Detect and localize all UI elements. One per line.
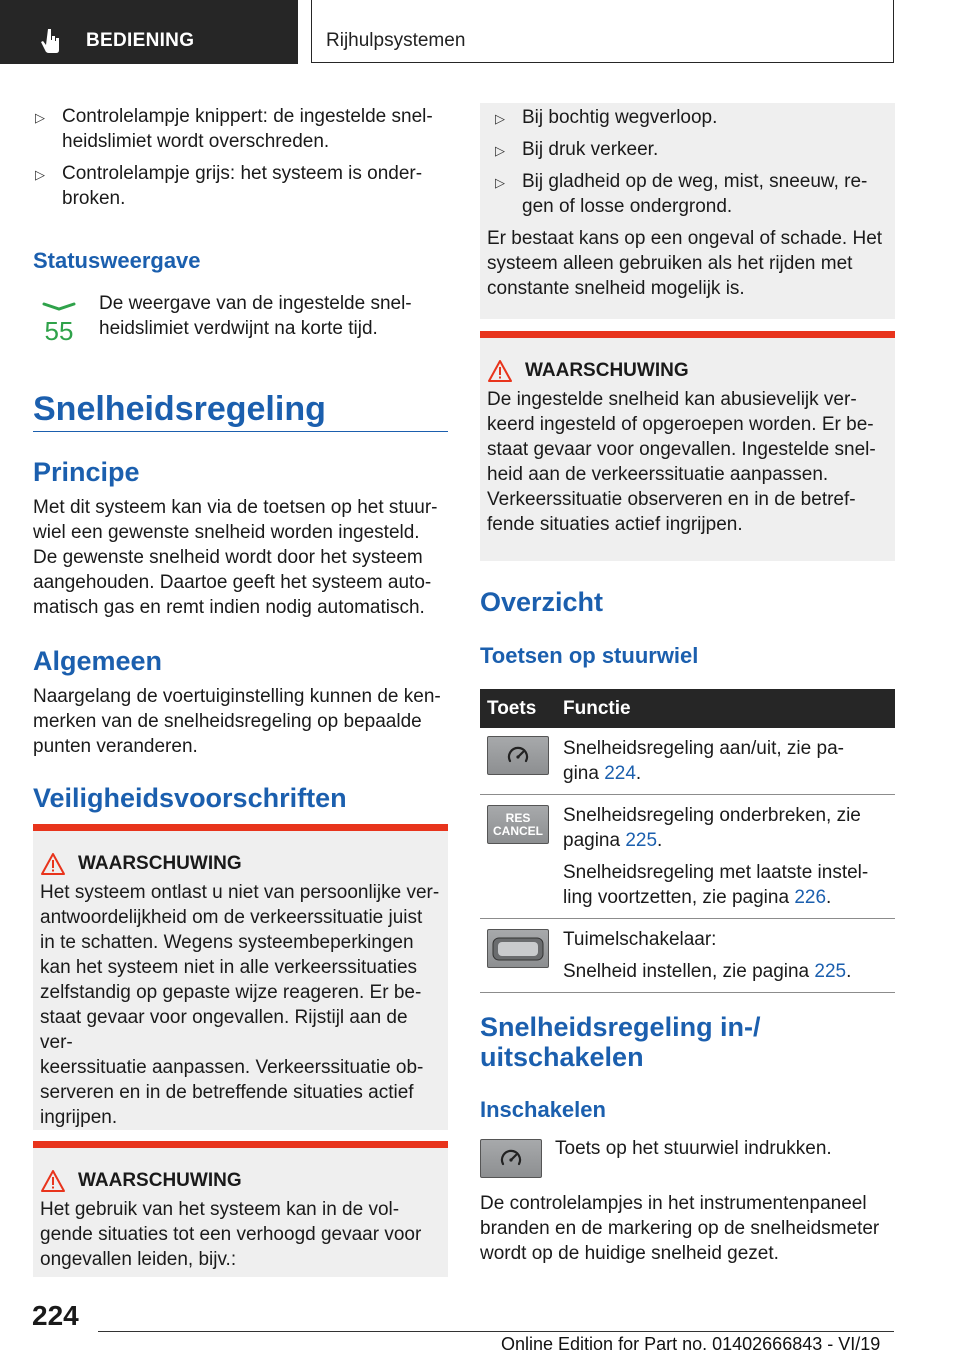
page-link[interactable]: 225 (625, 830, 658, 851)
chapter-label: Rijhulpsystemen (326, 30, 466, 51)
toetsen-heading: Toetsen op stuurwiel (480, 643, 699, 668)
list-item: ▷ Bij druk verkeer. (493, 137, 887, 162)
triangle-bullet-icon: ▷ (35, 167, 45, 182)
algemeen-heading: Algemeen (33, 646, 163, 676)
inschakelen-text: Toets op het stuurwiel indrukken. (555, 1138, 832, 1159)
section-tab (0, 0, 298, 64)
triangle-bullet-icon: ▷ (35, 110, 45, 125)
triangle-bullet-icon: ▷ (495, 111, 505, 126)
warning-box (480, 331, 895, 561)
list-item: ▷ Controlelampje grijs: het systeem is onder- broken. (35, 163, 423, 209)
inuit-heading: Snelheidsregeling in-/ uitschakelen (480, 1012, 761, 1072)
column-header-toets: Toets (480, 689, 556, 728)
warning-box (33, 1141, 448, 1277)
table-row: Tuimelschakelaar: Snelheid instellen, zie pagina 225. (480, 919, 895, 993)
table-header-row (480, 689, 895, 728)
warning-triangle-icon (40, 852, 66, 876)
page-link[interactable]: 224 (604, 763, 636, 784)
warning-title: WAARSCHUWING (40, 851, 440, 876)
table-row: Snelheidsregeling aan/uit, zie pa- gina 224. (480, 728, 895, 795)
page-link[interactable]: 225 (814, 961, 847, 982)
warning-triangle-icon (40, 1169, 66, 1193)
section-label: BEDIENING (86, 30, 195, 51)
status-text: De weergave van de ingestelde snel- heidslimiet verdwijnt na korte tijd. (99, 293, 412, 339)
warning-text: Het gebruik van het systeem kan in de vol- gende situaties tot een verhoogd gevaar voor ongevallen leiden, bijv.: (40, 1199, 422, 1270)
left-column (33, 104, 448, 211)
page-number: 224 (32, 1300, 79, 1331)
triangle-bullet-icon: ▷ (495, 175, 505, 190)
algemeen-text: Naargelang de voertuiginstelling kunnen de ken- merken van de snelheidsregeling op bepaalde punten veranderen. (33, 686, 441, 757)
warning-box (33, 824, 448, 1130)
page-link[interactable]: 226 (794, 887, 827, 908)
warning-continued-box (480, 103, 895, 319)
warning-text: Er bestaat kans op een ongeval of schade. Het systeem alleen gebruiken als het rijden met constante snelheid mogelijk is. (487, 228, 883, 299)
keys-table (480, 689, 895, 993)
cruise-control-key-icon (480, 1139, 542, 1178)
status-heading: Statusweergave (33, 248, 201, 273)
column-header-functie: Functie (556, 689, 895, 728)
warning-text: Het systeem ontlast u niet van persoonlijke ver- antwoordelijkheid om de verkeerssituatie juist in te schatten. Wegens systeembeperkingen kan het systeem niet in alle verkeerssituaties zelfstandig op gepaste wijze reageren. Er be- staat gevaar voor ongevallen. Rijstijl aan de ver- keerssituatie aanpassen. Verkeerssituatie ob- serveren en in de betreffende situaties actief ingrijpen. (40, 882, 440, 1128)
warning-title: WAARSCHUWING (487, 358, 887, 383)
principe-text: Met dit systeem kan via de toetsen op het stuur- wiel een gewenste snelheid worden ingesteld. De gewenste snelheid wordt door het systeem aangehouden. Daartoe geeft het systeem auto- matisch gas en remt indien nodig automatisch. (33, 497, 438, 618)
inschakelen-heading: Inschakelen (480, 1097, 606, 1122)
edition-text: Online Edition for Part no. 01402666843 - VI/19 (501, 1334, 881, 1354)
list-item: ▷ Bij gladheid op de weg, mist, sneeuw, re- gen of losse ondergrond. (495, 171, 868, 217)
svg-text:55: 55 (44, 316, 74, 344)
rocker-switch-key-icon (487, 929, 549, 968)
warning-text: De ingestelde snelheid kan abusievelijk ver- keerd ingesteld of opgeroepen worden. Er be- staat gevaar voor ongevallen. Ingestelde snel- heid aan de verkeerssituatie aanpassen. Verkeerssituatie observeren en in de betref- fende situaties actief ingrijpen. (487, 389, 876, 535)
triangle-bullet-icon: ▷ (495, 143, 505, 158)
hand-icon (40, 28, 64, 54)
title-divider (33, 431, 448, 432)
table-row: RES CANCEL Snelheidsregeling onderbreken, zie pagina 225. Snelheidsregeling met laatste instel- ling voortzetten, zie pagina 226. (480, 795, 895, 919)
final-text: De controlelampjes in het instrumentenpaneel branden en de markering op de snelheidsmeter wordt op de huidige snelheid gezet. (480, 1193, 880, 1264)
speed-limit-status-icon (38, 300, 80, 344)
page-title: Snelheidsregeling (33, 390, 326, 428)
overzicht-heading: Overzicht (480, 587, 604, 617)
warning-title: WAARSCHUWING (40, 1168, 440, 1193)
res-cancel-key-icon: RES CANCEL (487, 805, 549, 844)
veiligheid-heading: Veiligheidsvoorschriften (33, 783, 347, 813)
list-item: ▷ Bij bochtig wegverloop. (493, 105, 887, 130)
chapter-tab (311, 0, 894, 63)
footer-divider (98, 1331, 894, 1332)
principe-heading: Principe (33, 457, 140, 487)
cruise-control-key-icon (487, 736, 549, 775)
list-item: ▷ Controlelampje knippert: de ingestelde snel- heidslimiet wordt overschreden. (35, 106, 433, 152)
warning-triangle-icon (487, 359, 513, 383)
